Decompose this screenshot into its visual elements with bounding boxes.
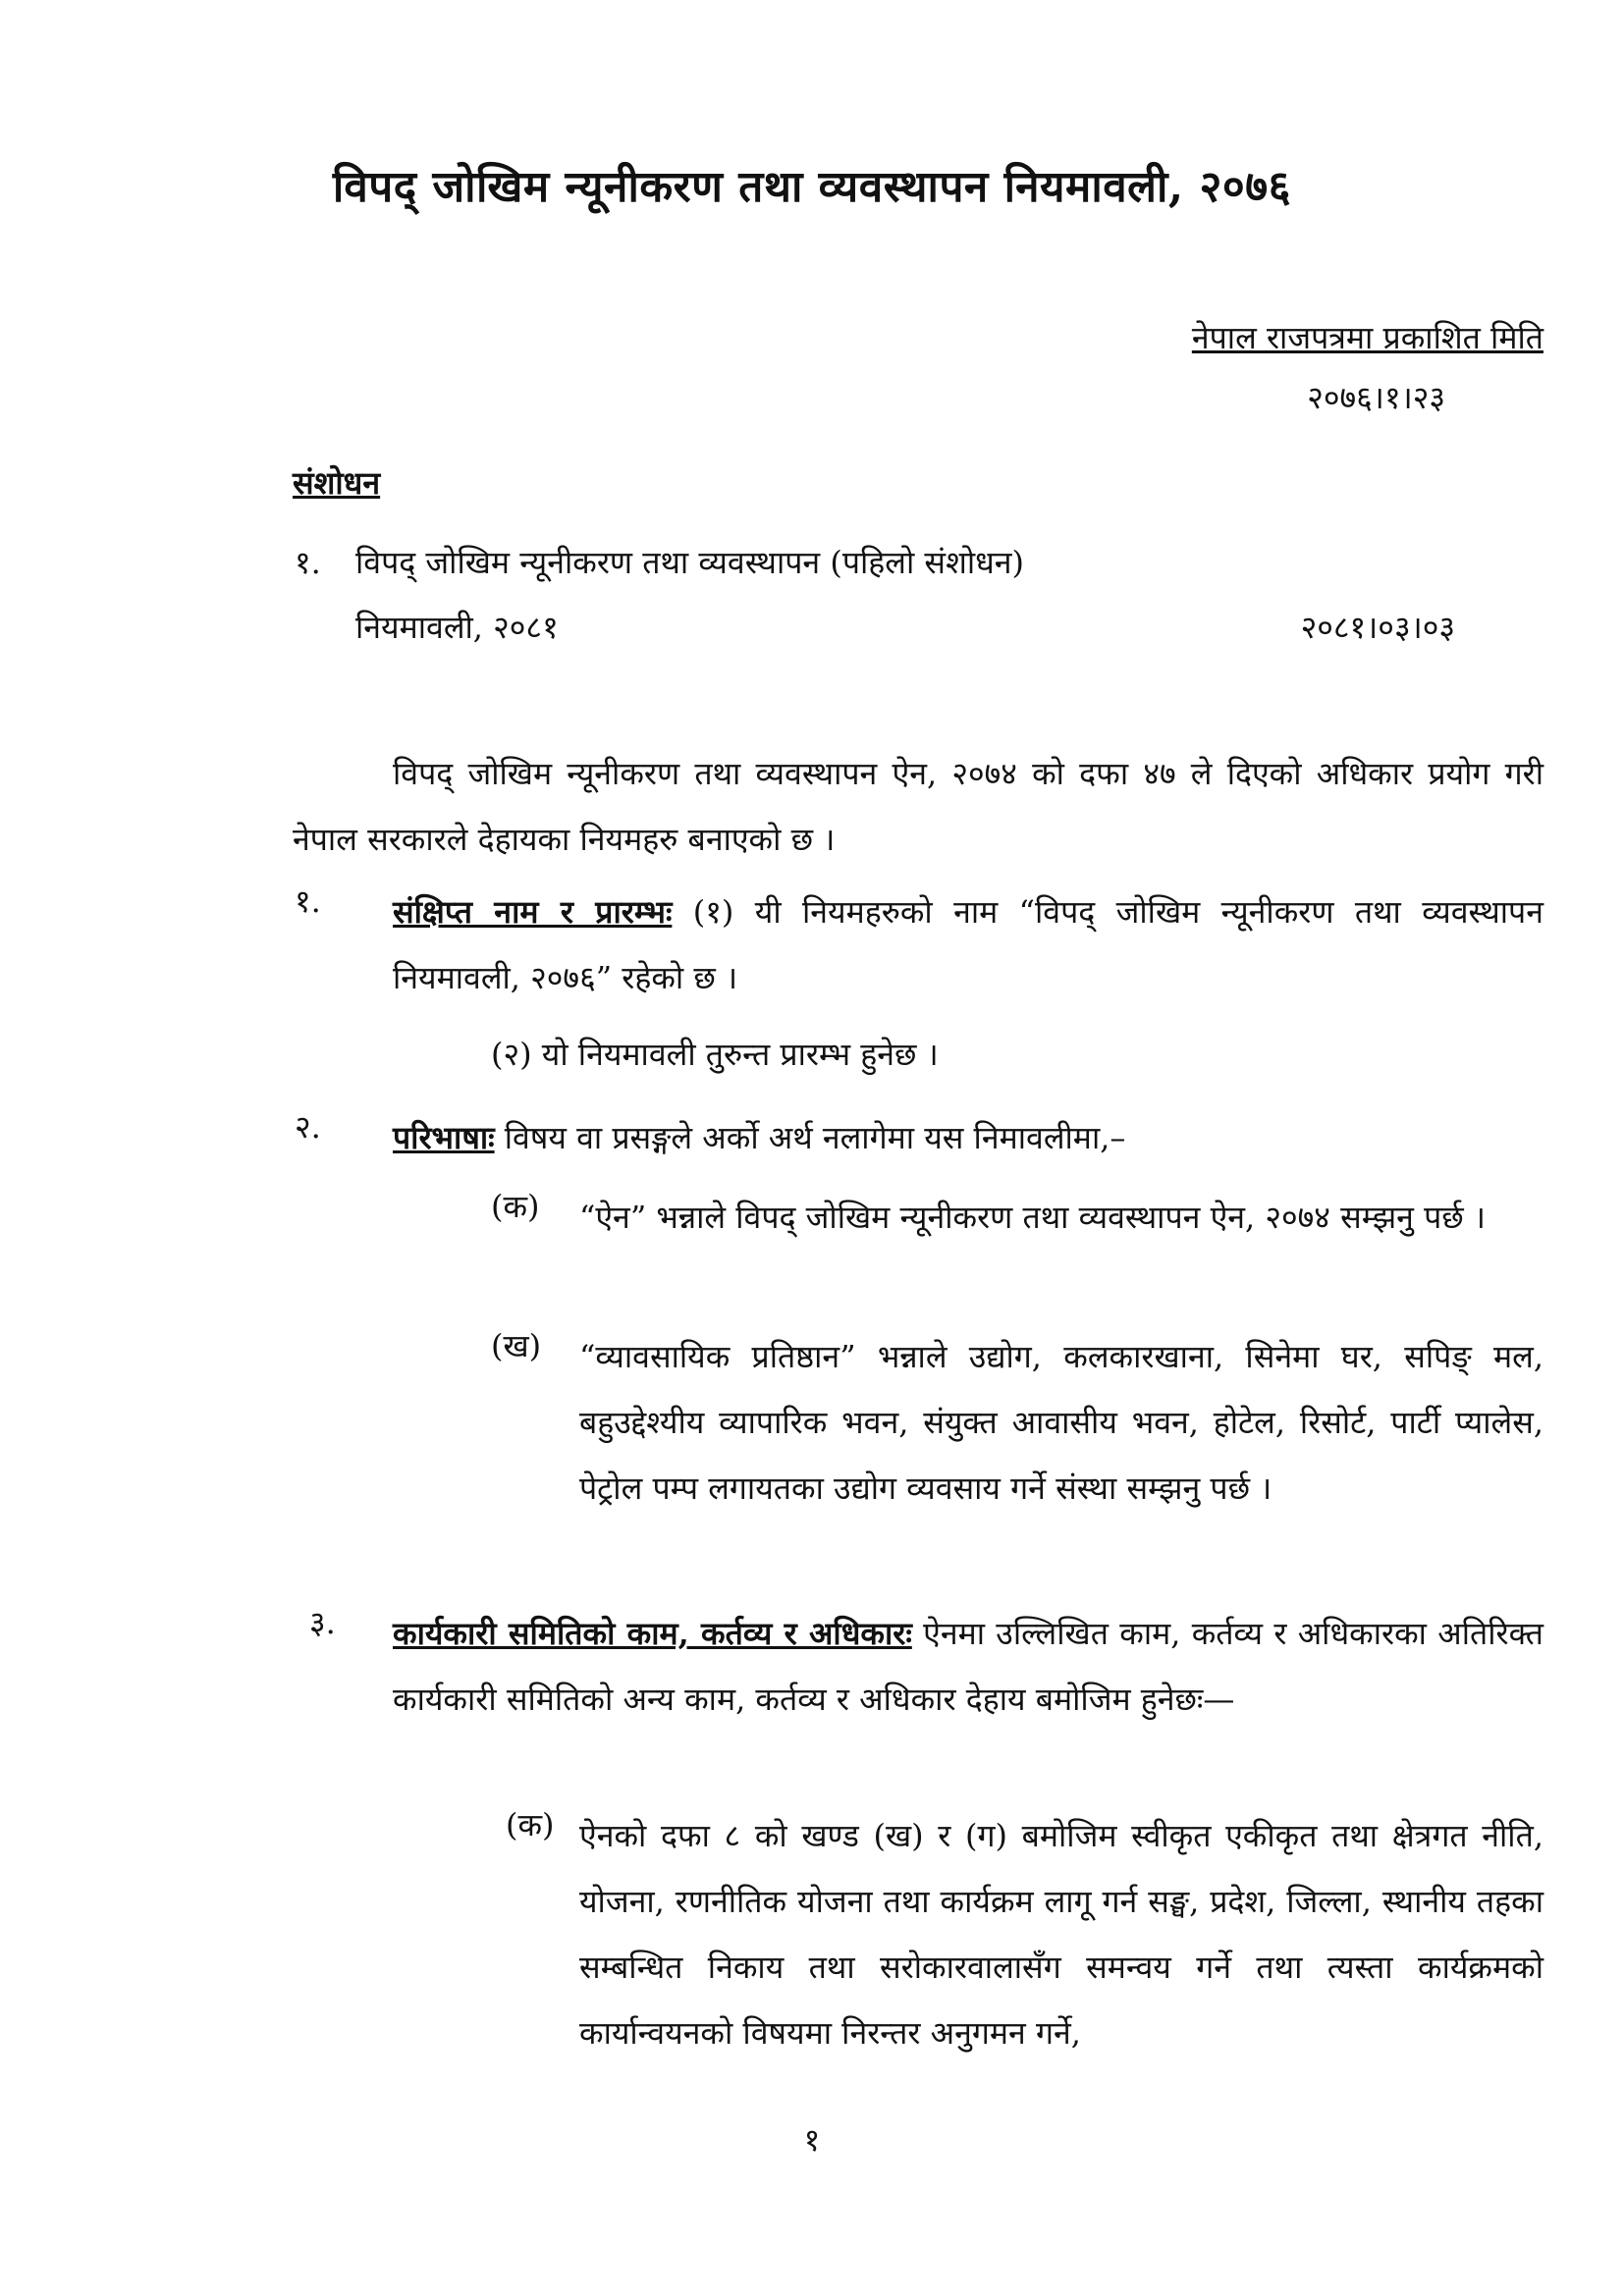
section-3-number: ३.	[309, 1604, 336, 1641]
section-2-item-ka-text: “ऐन” भन्नाले विपद् जोखिम न्यूनीकरण तथा व्यवस्थापन ऐन, २०७४ सम्झनु पर्छ ।	[579, 1199, 1486, 1236]
section-3-title: कार्यकारी समितिको काम, कर्तव्य र अधिकारः	[393, 1615, 912, 1652]
page-number: १	[803, 2121, 821, 2159]
section-1-body	[393, 880, 1543, 1011]
section-1-title: संक्षिप्त नाम र प्रारम्भः	[393, 893, 673, 931]
amendments-heading: संशोधन	[293, 464, 381, 502]
section-1-number: १.	[295, 882, 321, 920]
amendment-title-line1: विपद् जोखिम न्यूनीकरण तथा व्यवस्थापन (पहिलो संशोधन)	[355, 544, 1025, 581]
section-2-body	[393, 1105, 1543, 1171]
section-2-title: परिभाषाः	[393, 1119, 495, 1156]
section-2-text: विषय वा प्रसङ्गले अर्को अर्थ नलागेमा यस निमावलीमा,–	[504, 1119, 1126, 1156]
section-2-item-kha-label: (ख)	[491, 1327, 542, 1364]
document-title: विपद् जोखिम न्यूनीकरण तथा व्यवस्थापन नियमावली, २०७६	[332, 162, 1292, 212]
section-2-item-ka-label: (क)	[491, 1188, 540, 1225]
amendment-date: २०८१।०३।०३	[1300, 609, 1455, 646]
section-3-text: ऐनमा उल्लिखित काम, कर्तव्य र अधिकारका अतिरिक्त कार्यकारी समितिको अन्य काम, कर्तव्य र अधिकार देहाय बमोजिम हुनेछः—	[393, 1615, 1543, 1718]
section-1-text: (१) यी नियमहरुको नाम “विपद् जोखिम न्यूनीकरण तथा व्यवस्थापन नियमावली, २०७६” रहेको छ ।	[393, 893, 1543, 996]
amendment-title-line2: नियमावली, २०८१	[355, 609, 559, 646]
gazette-date: २०७६।१।२३	[1307, 379, 1445, 416]
amendment-number: १.	[295, 544, 321, 581]
section-2-number: २.	[295, 1108, 321, 1146]
section-3-body	[393, 1601, 1543, 1733]
preamble: विपद् जोखिम न्यूनीकरण तथा व्यवस्थापन ऐन, २०७४ को दफा ४७ ले दिएको अधिकार प्रयोग गरी नेपाल सरकारले देहायका नियमहरु बनाएको छ ।	[293, 755, 1543, 858]
section-3-item-ka-text: ऐनको दफा ८ को खण्ड (ख) र (ग) बमोजिम स्वीकृत एकीकृत तथा क्षेत्रगत नीति, योजना, रणनीतिक योजना तथा कार्यक्रम लागू गर्न सङ्घ, प्रदेश, जिल्ला, स्थानीय तहका सम्बन्धित निकाय तथा सरोकारवालासँग समन्वय गर्ने तथा त्यस्ता कार्यक्रमको कार्यान्वयनको विषयमा निरन्तर अनुगमन गर्ने,	[579, 1817, 1543, 2052]
section-3-item-ka-label: (क)	[506, 1806, 555, 1843]
gazette-label: नेपाल राजपत्रमा प्रकाशित मिति	[1191, 319, 1543, 356]
section-2-item-kha-text: “व्यावसायिक प्रतिष्ठान” भन्नाले उद्योग, कलकारखाना, सिनेमा घर, सपिङ् मल, बहुउद्देश्यीय व्यापारिक भवन, संयुक्त आवासीय भवन, होटेल, रिसोर्ट, पार्टी प्यालेस, पेट्रोल पम्प लगायतका उद्योग व्यवसाय गर्ने संस्था सम्झनु पर्छ ।	[579, 1338, 1543, 1507]
section-1-subclause-2: (२) यो नियमावली तुरुन्त प्रारम्भ हुनेछ ।	[491, 1036, 939, 1073]
